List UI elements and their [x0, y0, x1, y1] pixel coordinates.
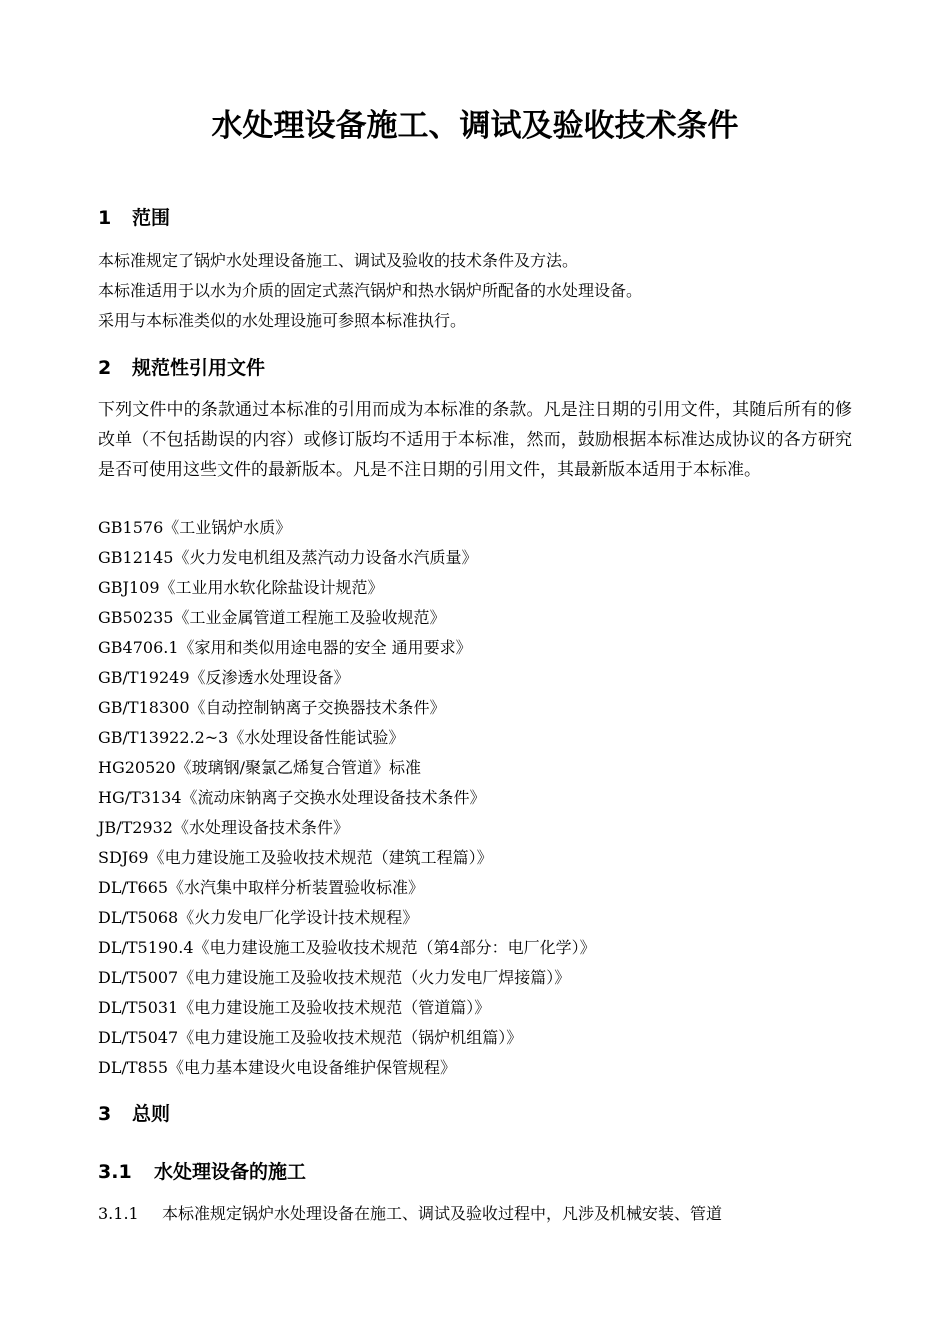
- section-title: 水处理设备的施工: [154, 1161, 307, 1183]
- section-2-intro: 下列文件中的条款通过本标准的引用而成为本标准的条款。凡是注日期的引用文件，其随后所有的修改单（不包括勘误的内容）或修订版均不适用于本标准，然而，鼓励根据本标准达成协议的各方研究是否可使用这些文件的最新版本。凡是不注日期的引用文件，其最新版本适用于本标准。: [98, 400, 852, 480]
- reference-item: DL/T5007《电力建设施工及验收技术规范（火力发电厂焊接篇）》: [98, 968, 571, 987]
- reference-item: GB/T13922.2~3《水处理设备性能试验》: [98, 728, 405, 747]
- reference-item: DL/T5047《电力建设施工及验收技术规范（锅炉机组篇）》: [98, 1028, 523, 1047]
- reference-item: DL/T665《水汽集中取样分析装置验收标准》: [98, 878, 425, 897]
- reference-item: GB1576《工业锅炉水质》: [98, 518, 292, 537]
- reference-item: DL/T855《电力基本建设火电设备维护保管规程》: [98, 1058, 457, 1077]
- reference-item: HG20520《玻璃钢/聚氯乙烯复合管道》标准: [98, 758, 422, 777]
- section-title: 总则: [132, 1103, 171, 1125]
- reference-item: GB/T18300《自动控制钠离子交换器技术条件》: [98, 698, 446, 717]
- section-title: 范围: [132, 207, 171, 229]
- clause-number: 3.1.1: [98, 1204, 139, 1223]
- reference-item: HG/T3134《流动床钠离子交换水处理设备技术条件》: [98, 788, 486, 807]
- reference-item: DL/T5190.4《电力建设施工及验收技术规范（第4部分：电厂化学）》: [98, 938, 596, 957]
- section-3-1-heading: [98, 1159, 306, 1185]
- section-1-heading: [98, 205, 170, 231]
- reference-item: GB50235《工业金属管道工程施工及验收规范》: [98, 608, 446, 627]
- reference-item: GBJ109《工业用水软化除盐设计规范》: [98, 578, 384, 597]
- reference-item: GB4706.1《家用和类似用途电器的安全 通用要求》: [98, 638, 472, 657]
- reference-item: DL/T5068《火力发电厂化学设计技术规程》: [98, 908, 419, 927]
- section-number: 3.1: [98, 1161, 132, 1183]
- clause-text: 本标准规定锅炉水处理设备在施工、调试及验收过程中，凡涉及机械安装、管道: [162, 1204, 723, 1223]
- reference-item: GB12145《火力发电机组及蒸汽动力设备水汽质量》: [98, 548, 478, 567]
- section-number: 1: [98, 207, 112, 229]
- section-1-paragraph: 采用与本标准类似的水处理设施可参照本标准执行。: [98, 311, 467, 330]
- document-title: 水处理设备施工、调试及验收技术条件: [211, 108, 739, 144]
- section-1-paragraph: 本标准规定了锅炉水处理设备施工、调试及验收的技术条件及方法。: [98, 251, 579, 270]
- section-number: 3: [98, 1103, 112, 1125]
- reference-item: GB/T19249《反渗透水处理设备》: [98, 668, 350, 687]
- section-2-heading: [98, 355, 265, 381]
- section-title: 规范性引用文件: [132, 357, 266, 379]
- reference-item: SDJ69《电力建设施工及验收技术规范（建筑工程篇）》: [98, 848, 493, 867]
- reference-item: JB/T2932《水处理设备技术条件》: [98, 818, 349, 837]
- clause-3-1-1: [98, 1203, 722, 1225]
- section-3-heading: [98, 1101, 170, 1127]
- reference-item: DL/T5031《电力建设施工及验收技术规范（管道篇）》: [98, 998, 491, 1017]
- section-1-paragraph: 本标准适用于以水为介质的固定式蒸汽锅炉和热水锅炉所配备的水处理设备。: [98, 281, 643, 300]
- section-number: 2: [98, 357, 112, 379]
